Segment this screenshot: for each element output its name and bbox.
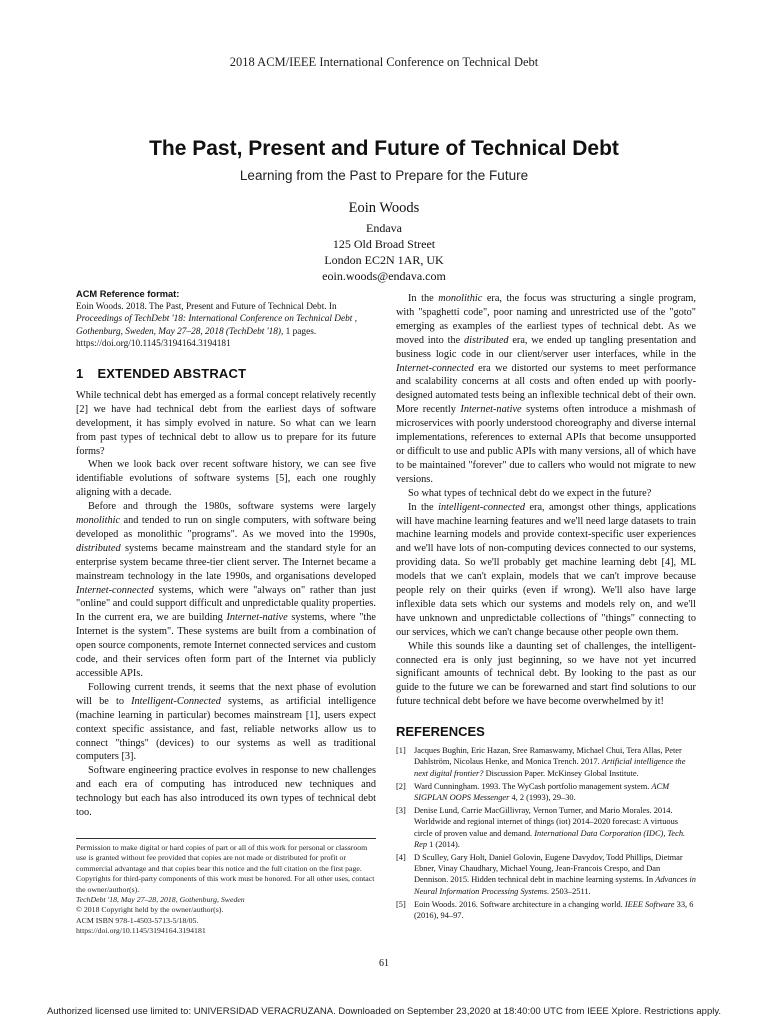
right-column	[396, 292, 696, 923]
footnote-isbn: ACM ISBN 978-1-4503-5713-5/18/05.	[76, 915, 199, 925]
ref-format-heading: ACM Reference format:	[76, 289, 180, 299]
paragraph: Before and through the 1980s, software systems were largely monolithic and tended to run on single computers, with software being developed as monolithic "programs". As we moved into the 1990s, distributed systems became mainstream and the standard style for an enterprise system became three-tier client server. The Internet became a mainstream technology in the late 1990s, and organisations developed Internet-connected systems, which were "always on" rather than just "online" and could support difficult and unpredictable quality properties. In the current era, we are building Internet-native systems, where "the Internet is the system". These systems are built from a combination of open source components, remote Internet connected services and custom code, and their services often form part of the Internet via publicly accessible APIs.	[76, 501, 376, 679]
paragraph: While technical debt has emerged as a formal concept relatively recently [2] we have had technical debt from the earliest days of software development, it has simply evolved in nature. So what can we learn from past types of technical debt to allow us to prepare for its future forms?	[76, 389, 376, 457]
paragraph: Following current trends, it seems that the next phase of evolution will be to Intelligent-Connected systems, as artificial intelligence (machine learning in particular) becomes mainstream [1], users expect context specific assistance, and fast, reliable networks allow us to connect "things" (devices) to our systems as well as traditional computers [3].	[76, 681, 376, 763]
paper-title: The Past, Present and Future of Technical Debt	[149, 137, 619, 160]
acm-reference-format	[76, 288, 376, 351]
venue-header: 2018 ACM/IEEE International Conference on Technical Debt	[229, 55, 539, 69]
references-heading: REFERENCES	[396, 724, 485, 740]
ref-format-text: Eoin Woods. 2018. The Past, Present and Future of Technical Debt. In Proceedings of TechDebt '18: International Conference on Technical Debt , Gothenburg, Sweden, May 27–28, 2018 (TechDebt '18), 1 pages.	[76, 301, 358, 337]
permission-text: Permission to make digital or hard copies of part or all of this work for personal or classroom use is granted without fee provided that copies are not made or distributed for profit or commercial advantage and that copies bear this notice and the full citation on the first page. Copyrights for third-party components of this work must be honored. For all other uses, contact the owner/author(s).	[76, 843, 375, 894]
paragraph: While this sounds like a daunting set of challenges, the intelligent-connected era is only just beginning, so we have not yet incurred significant amounts of technical debt. By looking to the past as our guide to the future we can be forewarned and start find solutions to our future technical debt before we have become overwhelmed by it!	[396, 640, 696, 708]
license-notice: Authorized licensed use limited to: UNIVERSIDAD VERACRUZANA. Downloaded on September 23,2020 at 18:40:00 UTC from IEEE Xplore. Restrictions apply.	[46, 1006, 722, 1017]
paragraph: So what types of technical debt do we expect in the future?	[408, 487, 652, 499]
paragraph: Software engineering practice evolves in response to new challenges and each era of computing has introduced new techniques and technology but each has also introduced its own types of technical debt too.	[76, 765, 376, 819]
author-city: London EC2N 1AR, UK	[324, 253, 444, 267]
author-org: Endava	[366, 221, 402, 235]
author-name: Eoin Woods	[348, 200, 420, 216]
left-column	[76, 288, 376, 820]
reference-item: [3] Denise Lund, Carrie MacGillivray, Vernon Turner, and Mario Morales. 2014. Worldwide and regional internet of things (iot) 2014–2020 forecast: A virtuous circle of proven value and demand. International Data Corporation (IDC), Tech. Rep 1 (2014).	[396, 806, 686, 849]
reference-item: [1] Jacques Bughin, Eric Hazan, Sree Ramaswamy, Michael Chui, Tera Allas, Peter Dahlström, Nicolaus Henke, and Monica Trench. 2017. Artificial intelligence the next digital frontier? Discussion Paper. McKinsey Global Institute.	[396, 746, 686, 778]
paragraph: In the monolithic era, the focus was structuring a single program, with "spaghetti code", poor naming and unrestricted use of the "goto" emerging as examples of the earliest types of technical debt. As we moved into the distributed era, we ended up tangling presentation and business logic code in our client/server user interfaces, while in the Internet-connected era we distorted our systems to meet performance and scalability concerns at all costs and often ended up with poorly-designed automated tests being an inflexible technical debt of their own. More recently Internet-native systems often introduce a mishmash of microservices with poorly understood choreography and diverse internal implementations, references to external APIs that become unsupported or difficult to use and public APIs with many versions, all of which have to be maintained "forever" due to callers who would not migrate to new versions.	[396, 293, 696, 485]
footnote-conference: TechDebt '18, May 27–28, 2018, Gothenburg, Sweden	[76, 895, 245, 905]
paper-subtitle: Learning from the Past to Prepare for the Future	[239, 168, 529, 183]
reference-item: [2] Ward Cunningham. 1993. The WyCash portfolio management system. ACM SIGPLAN OOPS Messenger 4, 2 (1993), 29–30.	[396, 781, 670, 802]
author-street: 125 Old Broad Street	[332, 237, 436, 251]
footnote-copyright: © 2018 Copyright held by the owner/author(s).	[76, 905, 224, 915]
footnote-doi[interactable]: https://doi.org/10.1145/3194164.3194181	[76, 926, 206, 936]
ref-format-doi[interactable]: https://doi.org/10.1145/3194164.3194181	[76, 339, 231, 350]
author-block	[0, 200, 768, 284]
reference-item: [5] Eoin Woods. 2016. Software architecture in a changing world. IEEE Software 33, 6 (2016), 94–97.	[396, 899, 694, 920]
page-number: 61	[379, 958, 389, 969]
copyright-footnote	[76, 838, 376, 937]
author-email: eoin.woods@endava.com	[322, 269, 446, 283]
reference-item: [4] D Sculley, Gary Holt, Daniel Golovin, Eugene Davydov, Todd Phillips, Dietmar Ebner, Vinay Chaudhary, Michael Young, Jean-Francois Crespo, and Dan Dennison. 2015. Hidden technical debt in machine learning systems. In Advances in Neural Information Processing Systems. 2503–2511.	[396, 852, 696, 896]
section-heading: 1 EXTENDED ABSTRACT	[76, 365, 247, 381]
paragraph: When we look back over recent software history, we can see five identifiable evolutions of software systems [5], each one roughly aligning with a decade.	[76, 459, 376, 499]
paragraph: In the intelligent-connected era, amongst other things, applications will have machine learning features and we'll need large datasets to train machine learning models and provide context-specific user experiences and we'll have lots of non-computing devices connected to our systems, providing data. So we'll probably get machine learning debt [4], ML models that we can't explain, models that we can't improve because people rely on their quirks (even if wrong). We'll also have large inflexible data sets which our systems and models rely on, and we'll have unknown and unpredictable collections of "things" connecting to our services, which we can't change because other people own them.	[396, 501, 696, 638]
